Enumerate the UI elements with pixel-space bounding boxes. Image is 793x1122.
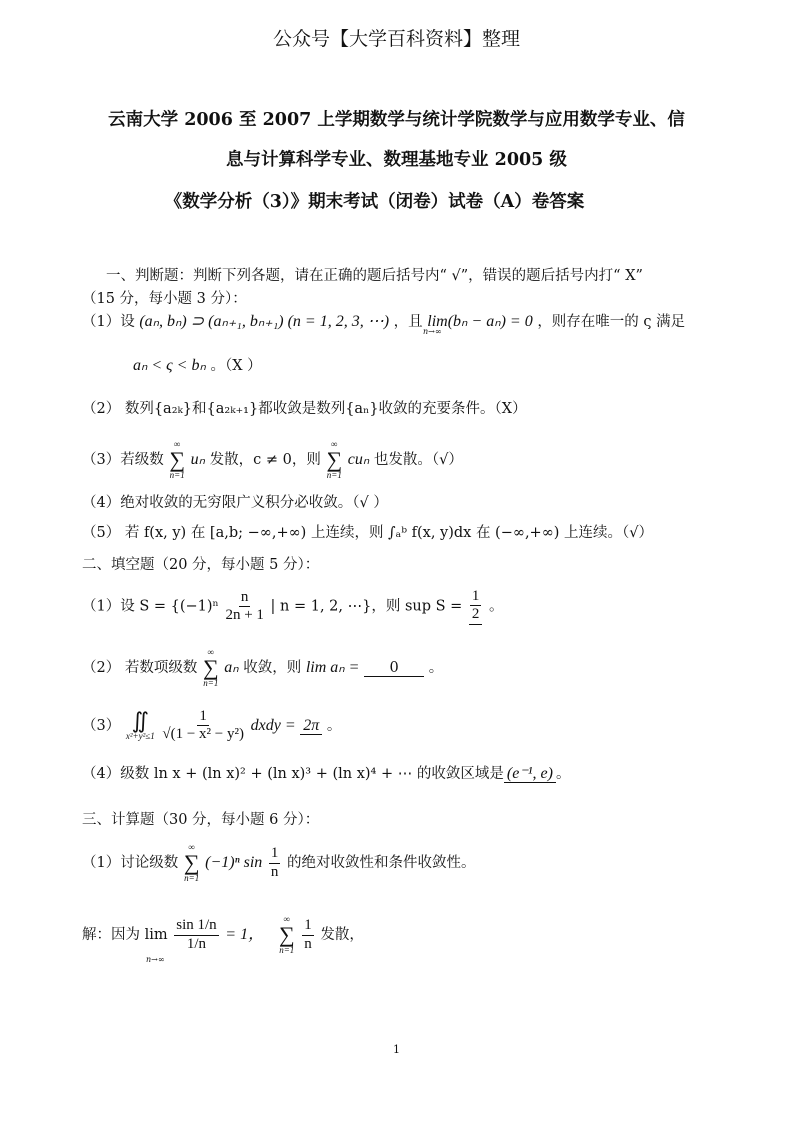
s2-question-3 — [82, 708, 341, 744]
answer: 。（X ） — [210, 358, 262, 374]
doc-title-line-3: 《数学分析（3）》期末考试（闭卷）试卷（A）卷答案 — [164, 192, 585, 212]
s3-solution — [82, 915, 364, 955]
page-header: 公众号【大学百科资料】整理 — [272, 28, 520, 50]
summation-icon: ∞ ∑ n=1 — [326, 439, 343, 480]
text: 。 — [555, 766, 571, 782]
limit-expression: lim(bₙ − aₙ) = 0 — [427, 313, 533, 330]
s1-question-1-cont — [133, 354, 262, 375]
summation-icon: ∞ ∑ n=1 — [183, 842, 200, 883]
page-number: 1 — [393, 1043, 400, 1056]
text: | n = 1, 2, ⋯}，则 sup S = — [270, 598, 463, 615]
fraction: $\frac{1}{n}$ — [270, 845, 279, 880]
text: 发散， — [320, 927, 364, 943]
fraction: $\frac{n}{2n + 1}$ — [225, 588, 264, 623]
summation-icon: ∞ ∑ n=1 — [169, 439, 186, 480]
math: (−1)ⁿ sin — [205, 854, 263, 871]
s1-question-5: （5） 若 f(x, y) 在 [a,b; −∞,+∞) 上连续，则 ∫ₐᵇ f(x, y)dx 在 (−∞,+∞) 上连续。（√） — [82, 525, 654, 541]
text: （1）设 S = {(−1)ⁿ — [82, 598, 219, 615]
limit-expression: lim aₙ = — [305, 659, 360, 676]
text: 。 — [428, 660, 444, 676]
double-integral-icon: ∬ x²+y²≤1 — [125, 708, 155, 742]
answer: 2π — [300, 717, 322, 735]
fraction: $\frac{1}{n}$ — [304, 917, 312, 952]
s1-question-4: （4）绝对收敛的无穷限广义积分必收敛。（√ ） — [82, 495, 388, 511]
text: 。 — [326, 717, 342, 734]
section1-heading-score: （15 分，每小题 3 分）： — [82, 291, 247, 307]
text: （3） — [82, 717, 121, 734]
text: ，且 — [393, 314, 423, 330]
text: （1）设 — [82, 314, 135, 330]
math: (aₙ, bₙ) ⊃ (aₙ₊₁, bₙ₊₁) (n = 1, 2, 3, ⋯) — [139, 313, 390, 330]
s3-question-1 — [82, 843, 476, 883]
math: dxdy = — [250, 716, 296, 734]
section3-heading: 三、计算题（30 分，每小题 6 分）： — [82, 812, 320, 828]
text: （3）若级数 — [82, 452, 164, 468]
math: aₙ < ς < bₙ — [133, 357, 206, 374]
section1-heading: 一、判断题：判断下列各题，请在正确的题后括号内“ √”，错误的题后括号内打“ X” — [106, 268, 643, 284]
s2-question-1 — [82, 588, 504, 625]
s1-question-2: （2） 数列{a₂ₖ}和{a₂ₖ₊₁}都收敛是数列{aₙ}收敛的充要条件。（X） — [82, 401, 527, 417]
summation-icon: ∞ ∑ n=1 — [202, 647, 219, 688]
text: （1）讨论级数 — [82, 855, 179, 871]
text: 的绝对收敛性和条件收敛性。 — [287, 855, 476, 871]
text: （2） 若数项级数 — [82, 660, 198, 676]
math: cuₙ — [347, 451, 370, 468]
text: 解：因为 lim — [82, 927, 168, 943]
s1-question-1 — [82, 310, 685, 331]
text: 。 — [489, 598, 504, 615]
answer: (e⁻¹, e) — [504, 765, 556, 783]
math: uₙ — [190, 451, 206, 468]
limit-subscript: n→∞ — [423, 327, 442, 336]
math: = 1， — [225, 926, 265, 943]
doc-title-line-1: 云南大学 2006 至 2007 上学期数学与统计学院数学与应用数学专业、信 — [108, 110, 685, 130]
answer-fraction: $\frac{1}{2}$ — [469, 588, 483, 625]
answer-blank: 0 — [364, 660, 424, 677]
math: aₙ — [224, 659, 239, 676]
summation-icon: ∞ ∑ n=1 — [278, 914, 295, 955]
text: ，则存在唯一的 ς 满足 — [537, 314, 686, 330]
s2-question-2 — [82, 648, 443, 688]
text: 收敛，则 — [243, 660, 302, 676]
doc-title-line-2: 息与计算科学专业、数理基地专业 2005 级 — [226, 150, 567, 170]
fraction: $\frac{\sin 1/n}{1/n}$ — [176, 917, 217, 952]
s1-question-3 — [82, 440, 463, 480]
fraction: $\frac{1}{\text{√(1 − x² − y²)}}$ — [162, 708, 244, 743]
s2-question-4 — [82, 762, 570, 783]
section2-heading: 二、填空题（20 分，每小题 5 分）： — [82, 557, 320, 573]
text: 发散，c ≠ 0，则 — [209, 452, 321, 468]
text: （4）级数 ln x + (ln x)² + (ln x)³ + (ln x)⁴ + ⋯ 的收敛区域是 — [82, 766, 504, 782]
answer: 也发散。（√） — [373, 452, 463, 468]
limit-subscript: n→∞ — [146, 955, 165, 964]
